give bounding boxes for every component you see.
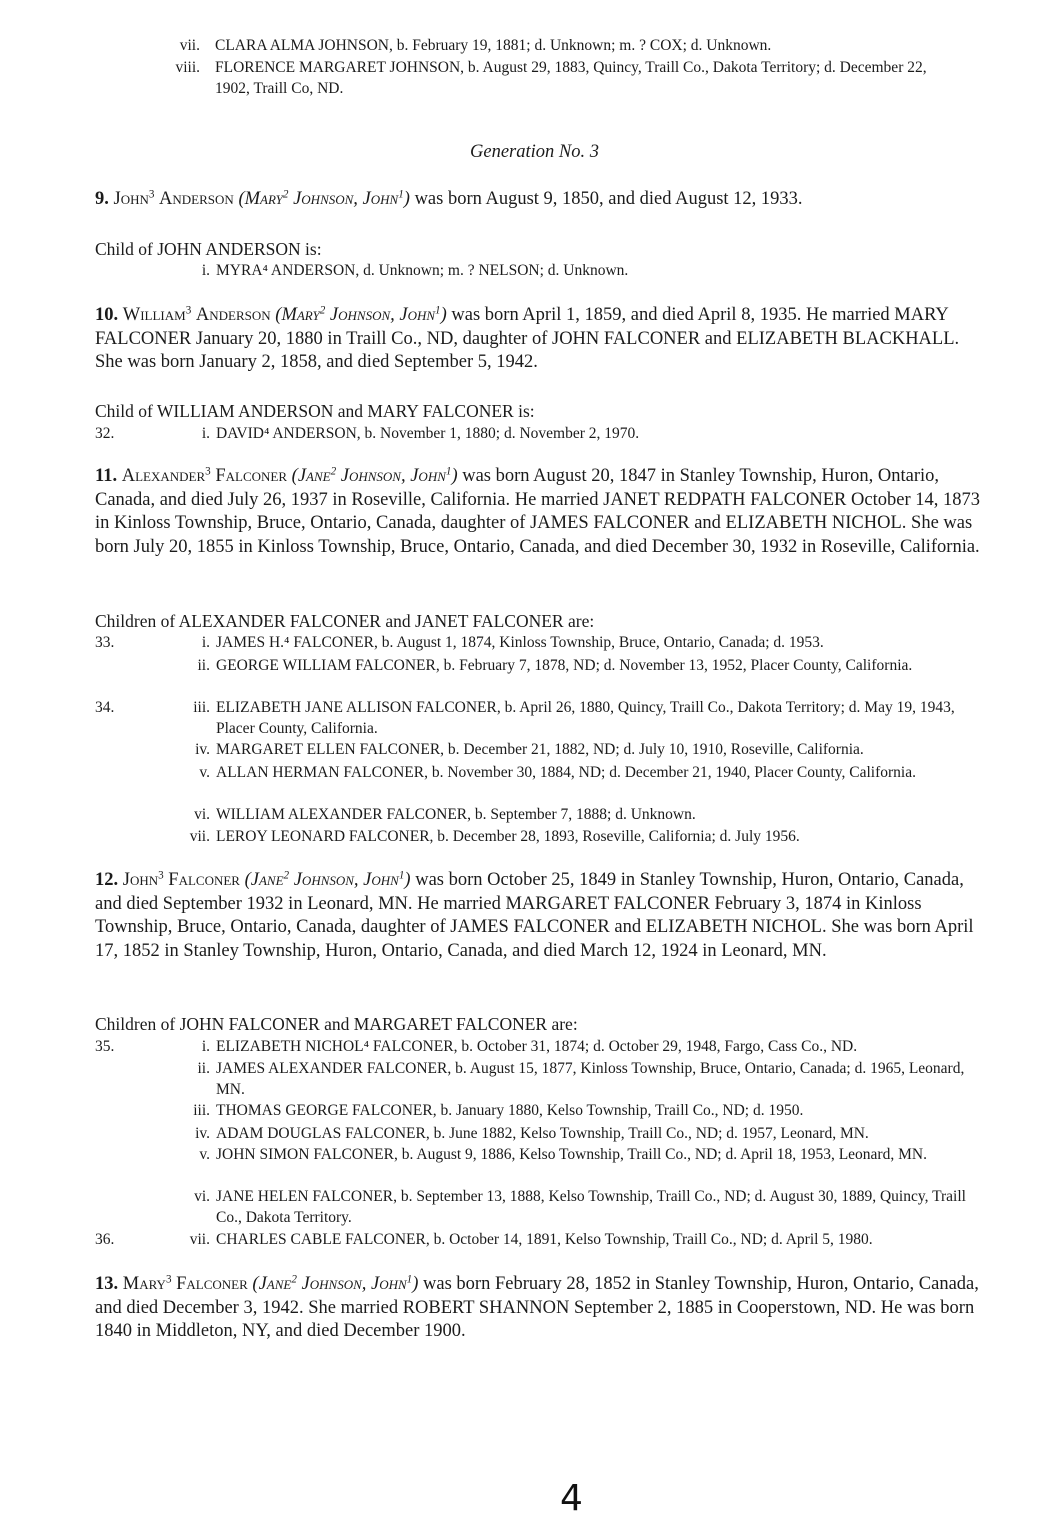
children-heading: Child of JOHN ANDERSON is:	[95, 239, 322, 259]
child-description: ELIZABETH JANE ALLISON FALCONER, b. April 26, 1880, Quincy, Traill Co., Dakota Territory; d. May 19, 1943, Placer County, California.	[216, 699, 955, 737]
roman-numeral: vi.	[194, 1188, 210, 1205]
person-surname: Falconer	[176, 1274, 248, 1294]
roman-numeral: iii.	[193, 1102, 210, 1119]
children-heading: Child of WILLIAM ANDERSON and MARY FALCONER is:	[95, 401, 535, 421]
parent-given-name: Jane	[258, 1274, 292, 1294]
parent-generation-superscript: 2	[291, 1273, 297, 1286]
page-number: 4	[560, 1478, 583, 1519]
grandparent-generation-superscript: 1	[406, 1273, 413, 1286]
person-given-name: John	[122, 870, 159, 890]
person-surname: Anderson	[195, 305, 271, 325]
child-description: THOMAS GEORGE FALCONER, b. January 1880, Kelso Township, Traill Co., ND; d. 1950.	[216, 1102, 804, 1119]
roman-numeral: vii.	[179, 37, 200, 54]
entry-paragraph	[95, 465, 985, 559]
child-description: ELIZABETH NICHOL⁴ FALCONER, b. October 31, 1874; d. October 29, 1948, Fargo, Cass Co., ND.	[216, 1038, 858, 1055]
parent-given-name: Mary	[281, 305, 320, 325]
parent-lineage-rest: Johnson, John	[340, 466, 446, 486]
roman-numeral: i.	[201, 634, 210, 651]
child-reference-number: 32.	[95, 425, 115, 442]
entry-number: 12.	[95, 870, 119, 890]
child-description: JAMES ALEXANDER FALCONER, b. August 15, 1877, Kinloss Township, Bruce, Ontario, Canada; d. 1965, Leonard, MN.	[216, 1060, 965, 1098]
lineage: (Jane$^2$ Johnson, John$^1$)	[252, 1273, 419, 1294]
parent-given-name: Jane	[250, 870, 284, 890]
parent-generation-superscript: 2	[319, 304, 326, 317]
entry-number: 9.	[95, 189, 109, 209]
child-description: MYRA⁴ ANDERSON, d. Unknown; m. ? NELSON; d. Unknown.	[216, 262, 629, 279]
parent-lineage-rest: Johnson, John	[301, 1274, 407, 1294]
grandparent-generation-superscript: 1	[445, 465, 452, 478]
child-description: ADAM DOUGLAS FALCONER, b. June 1882, Kelso Township, Traill Co., ND; d. 1957, Leonard, MN.	[216, 1125, 869, 1142]
generation-superscript: 3	[185, 304, 192, 317]
generation-superscript: 3	[165, 1273, 172, 1286]
child-reference-number: 33.	[95, 634, 115, 651]
entry-body: was born August 20, 1847 in Stanley Township, Huron, Ontario, Canada, and died July 26, 1937 in Roseville, California. He married JANET REDPATH FALCONER October 14, 1873 in Kinloss Township, Bruce, Ontario, Canada, daughter of JAMES FALCONER and ELIZABETH NICHOL. She was born July 20, 1855 in Kinloss Township, Bruce, Ontario, Canada, and died December 30, 1932 in Roseville, California.	[95, 466, 980, 557]
roman-numeral: v.	[199, 764, 210, 781]
lineage: (Jane$^2$ Johnson, John$^1$)	[244, 869, 411, 890]
entry-paragraph	[95, 304, 985, 375]
roman-numeral: i.	[201, 425, 210, 442]
person-given-name: John	[113, 189, 149, 209]
child-description: CHARLES CABLE FALCONER, b. October 14, 1891, Kelso Township, Traill Co., ND; d. April 5, 1980.	[216, 1231, 873, 1248]
grandparent-generation-superscript: 1	[398, 188, 404, 201]
child-description: JAMES H.⁴ FALCONER, b. August 1, 1874, Kinloss Township, Bruce, Ontario, Canada; d. 1953.	[216, 634, 824, 651]
person-surname: Falconer	[215, 466, 288, 486]
entry-paragraph	[95, 1273, 985, 1344]
lineage: (Mary$^2$ Johnson, John$^1$)	[238, 188, 410, 209]
roman-numeral: v.	[199, 1146, 210, 1163]
roman-numeral: ii.	[197, 1060, 210, 1077]
child-reference-number: 35.	[95, 1038, 115, 1055]
list-item-text: CLARA ALMA JOHNSON, b. February 19, 1881; d. Unknown; m. ? COX; d. Unknown.	[215, 37, 772, 54]
child-description: GEORGE WILLIAM FALCONER, b. February 7, 1878, ND; d. November 13, 1952, Placer County, California.	[216, 657, 913, 674]
child-description: ALLAN HERMAN FALCONER, b. November 30, 1884, ND; d. December 21, 1940, Placer County, California.	[216, 764, 916, 781]
person-surname: Anderson	[159, 189, 234, 209]
child-description: JANE HELEN FALCONER, b. September 13, 1888, Kelso Township, Traill Co., ND; d. August 30, 1889, Quincy, Traill Co., Dakota Territory.	[216, 1188, 966, 1226]
children-heading: Children of JOHN FALCONER and MARGARET FALCONER are:	[95, 1014, 578, 1034]
roman-numeral: i.	[201, 1038, 210, 1055]
entry-paragraph	[95, 869, 985, 963]
roman-numeral: ii.	[197, 657, 210, 674]
lineage: (Jane$^2$ Johnson, John$^1$)	[291, 465, 458, 486]
child-reference-number: 36.	[95, 1231, 115, 1248]
child-description: JOHN SIMON FALCONER, b. August 9, 1886, Kelso Township, Traill Co., ND; d. April 18, 1953, Leonard, MN.	[216, 1146, 927, 1163]
roman-numeral: i.	[201, 262, 210, 279]
grandparent-generation-superscript: 1	[398, 869, 405, 882]
parent-given-name: Mary	[244, 189, 283, 209]
children-heading: Children of ALEXANDER FALCONER and JANET FALCONER are:	[95, 611, 595, 631]
roman-numeral: viii.	[175, 59, 200, 76]
roman-numeral: vii.	[189, 1231, 210, 1248]
entry-number: 13.	[95, 1274, 119, 1294]
parent-lineage-rest: Johnson, John	[293, 870, 399, 890]
entry-body: was born October 25, 1849 in Stanley Township, Huron, Ontario, Canada, and died September 1932 in Leonard, MN. He married MARGARET FALCONER February 3, 1874 in Kinloss Township, Bruce, Ontario, Canada, daughter of JAMES FALCONER and ELIZABETH NICHOL. She was born April 17, 1852 in Stanley Township, Huron, Ontario, Canada, and died March 12, 1924 in Leonard, MN.	[95, 870, 974, 961]
grandparent-generation-superscript: 1	[435, 304, 441, 317]
entry-number: 10.	[95, 305, 119, 325]
roman-numeral: vii.	[189, 828, 210, 845]
parent-lineage-rest: Johnson, John	[329, 305, 436, 325]
generation-superscript: 3	[205, 465, 211, 478]
parent-given-name: Jane	[297, 466, 331, 486]
parent-generation-superscript: 2	[282, 188, 289, 201]
entry-number: 11.	[95, 466, 118, 486]
parent-lineage-rest: Johnson, John	[293, 189, 399, 209]
entry-body: was born August 9, 1850, and died August 12, 1933.	[409, 189, 803, 209]
entry-body: was born April 1, 1859, and died April 8, 1935. He married MARY FALCONER January 20, 1880 in Traill Co., ND, daughter of JOHN FALCONER and ELIZABETH BLACKHALL. She was born January 2, 1858, and died September 5, 1942.	[95, 305, 960, 372]
child-description: DAVID⁴ ANDERSON, b. November 1, 1880; d. November 2, 1970.	[216, 425, 640, 442]
generation-superscript: 3	[148, 188, 155, 201]
generation-superscript: 3	[158, 869, 164, 882]
person-given-name: Alexander	[121, 466, 206, 486]
parent-generation-superscript: 2	[330, 465, 337, 478]
child-description: WILLIAM ALEXANDER FALCONER, b. September 7, 1888; d. Unknown.	[216, 806, 696, 823]
roman-numeral: vi.	[194, 806, 210, 823]
child-description: LEROY LEONARD FALCONER, b. December 28, 1893, Roseville, California; d. July 1956.	[216, 828, 800, 845]
list-item-text: FLORENCE MARGARET JOHNSON, b. August 29, 1883, Quincy, Traill Co., Dakota Territory; d. December 22, 1902, Traill Co, ND.	[215, 59, 927, 97]
child-description: MARGARET ELLEN FALCONER, b. December 21, 1882, ND; d. July 10, 1910, Roseville, California.	[216, 741, 864, 758]
roman-numeral: iv.	[195, 1125, 210, 1142]
child-reference-number: 34.	[95, 699, 115, 716]
roman-numeral: iv.	[195, 741, 210, 758]
person-given-name: Mary	[122, 1274, 166, 1294]
person-surname: Falconer	[168, 870, 240, 890]
lineage: (Mary$^2$ Johnson, John$^1$)	[275, 304, 447, 325]
entry-body: was born February 28, 1852 in Stanley Township, Huron, Ontario, Canada, and died December 3, 1942. She married ROBERT SHANNON September 2, 1885 in Cooperstown, ND. He was born 1840 in Middleton, NY, and died December 1900.	[95, 1274, 979, 1341]
generation-heading: Generation No. 3	[470, 142, 599, 162]
roman-numeral: iii.	[193, 699, 210, 716]
person-given-name: William	[122, 305, 186, 325]
parent-generation-superscript: 2	[283, 869, 290, 882]
entry-paragraph	[95, 188, 985, 212]
